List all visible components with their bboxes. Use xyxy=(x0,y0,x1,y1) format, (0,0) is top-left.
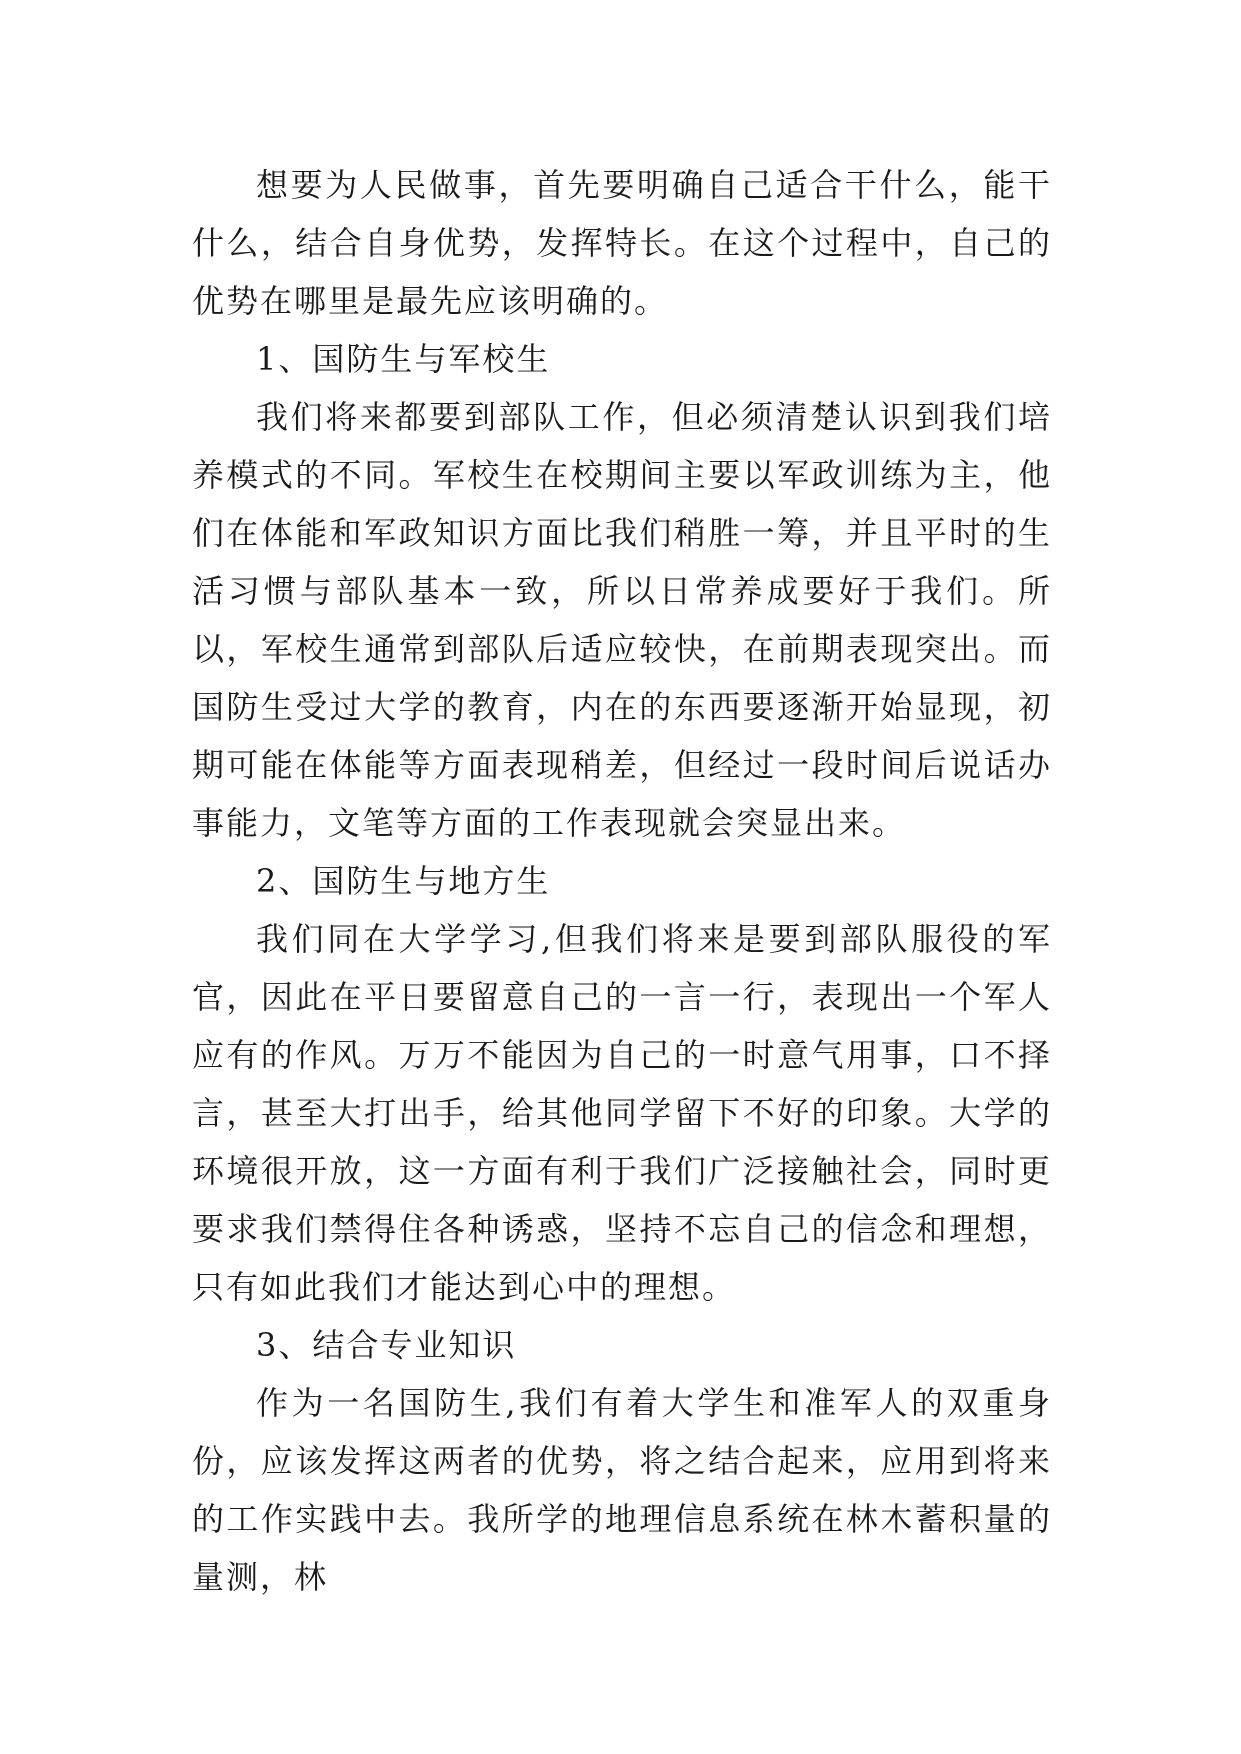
paragraph-section-2: 我们同在大学学习,但我们将来是要到部队服役的军官，因此在平日要留意自己的一言一行，表现出一个军人应有的作风。万万不能因为自己的一时意气用事，口不择言，甚至大打出手，给其他同学留下不好的印象。大学的环境很开放，这一方面有利于我们广泛接触社会，同时更要求我们禁得住各种诱惑，坚持不忘自己的信念和理想，只有如此我们才能达到心中的理想。 xyxy=(192,920,1052,1306)
section-heading-3: 3、结合专业知识 xyxy=(256,1326,517,1364)
section-heading-1: 1、国防生与军校生 xyxy=(256,340,551,378)
paragraph-section-3: 作为一名国防生,我们有着大学生和准军人的双重身份，应该发挥这两者的优势，将之结合起来，应用到将来的工作实践中去。我所学的地理信息系统在林木蓄积量的量测，林 xyxy=(192,1384,1052,1596)
section-heading-2: 2、国防生与地方生 xyxy=(256,862,551,900)
document-body xyxy=(192,156,1052,1606)
paragraph-section-1: 我们将来都要到部队工作，但必须清楚认识到我们培养模式的不同。军校生在校期间主要以军政训练为主，他们在体能和军政知识方面比我们稍胜一筹，并且平时的生活习惯与部队基本一致，所以日常养成要好于我们。所以，军校生通常到部队后适应较快，在前期表现突出。而国防生受过大学的教育，内在的东西要逐渐开始显现，初期可能在体能等方面表现稍差，但经过一段时间后说话办事能力，文笔等方面的工作表现就会突显出来。 xyxy=(192,398,1052,842)
paragraph-intro: 想要为人民做事，首先要明确自己适合干什么，能干什么，结合自身优势，发挥特长。在这个过程中，自己的优势在哪里是最先应该明确的。 xyxy=(192,166,1052,320)
